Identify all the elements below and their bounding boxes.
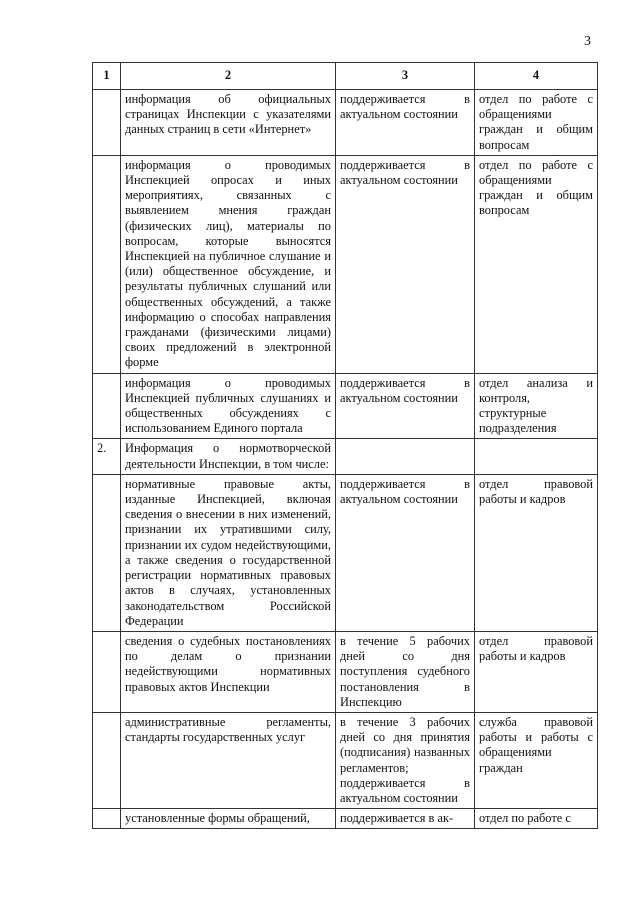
term-cell: поддерживается в актуальном состоянии <box>336 373 475 439</box>
term-cell: в течение 3 рабочих дней со дня принятия (подписания) названных регламентов; поддерживается в актуальном состоянии <box>336 712 475 808</box>
term-cell: поддерживается в актуальном состоянии <box>336 90 475 156</box>
info-cell: сведения о судебных постановлениях по делам о признании недействующими нормативных правовых актов Инспекции <box>121 631 336 712</box>
term-cell <box>336 439 475 474</box>
responsible-cell: отдел по работе с обращениями граждан и общим вопросам <box>475 155 598 373</box>
info-cell: административные регламенты, стандарты государственных услуг <box>121 712 336 808</box>
info-cell: информация об официальных страницах Инспекции с указателями данных страниц в сети «Интернет» <box>121 90 336 156</box>
table-header-row <box>93 63 598 90</box>
responsible-cell: отдел по работе с <box>475 809 598 829</box>
term-cell: поддерживается в актуальном состоянии <box>336 474 475 631</box>
info-cell: Информация о нормотворческой деятельности Инспекции, в том числе: <box>121 439 336 474</box>
responsible-cell: отдел правовой работы и кадров <box>475 474 598 631</box>
table-row <box>93 712 598 808</box>
header-col-4: 4 <box>475 63 598 90</box>
row-number <box>93 373 121 439</box>
term-cell: поддерживается в ак- <box>336 809 475 829</box>
table-row <box>93 631 598 712</box>
row-number <box>93 474 121 631</box>
header-col-2: 2 <box>121 63 336 90</box>
row-number <box>93 631 121 712</box>
table-row <box>93 474 598 631</box>
document-table <box>92 62 598 829</box>
responsible-cell: служба правовой работы и работы с обращениями граждан <box>475 712 598 808</box>
responsible-cell: отдел правовой работы и кадров <box>475 631 598 712</box>
responsible-cell <box>475 439 598 474</box>
term-cell: в течение 5 рабочих дней со дня поступления судебного постановления в Инспекцию <box>336 631 475 712</box>
table-row <box>93 439 598 474</box>
info-cell: информация о проводимых Инспекцией опросах и иных мероприятиях, связанных с выявлением мнения граждан (физических лиц), материалы по вопросам, которые выносятся Инспекцией на публичное слушание и (или) общественное обсуждение, и результаты публичных слушаний или общественных обсуждений, а также информацию о способах направления гражданами (физическими лицами) своих предложений в электронной форме <box>121 155 336 373</box>
info-cell: нормативные правовые акты, изданные Инспекцией, включая сведения о внесении в них изменений, признании их утратившими силу, признании их судом недействующими, а также сведения о государственной регистрации нормативных правовых актов в случаях, установленных законодательством Российской Федерации <box>121 474 336 631</box>
row-number <box>93 90 121 156</box>
header-col-3: 3 <box>336 63 475 90</box>
responsible-cell: отдел по работе с обращениями граждан и общим вопросам <box>475 90 598 156</box>
header-col-1: 1 <box>93 63 121 90</box>
info-cell: информация о проводимых Инспекцией публичных слушаниях и общественных обсуждениях с использованием Единого портала <box>121 373 336 439</box>
term-cell: поддерживается в актуальном состоянии <box>336 155 475 373</box>
info-cell: установленные формы обращений, <box>121 809 336 829</box>
table-row <box>93 155 598 373</box>
row-number <box>93 809 121 829</box>
row-number <box>93 155 121 373</box>
table-row <box>93 90 598 156</box>
page-number: 3 <box>584 34 591 49</box>
row-number: 2. <box>93 439 121 474</box>
responsible-cell: отдел анализа и контроля, структурные подразделения <box>475 373 598 439</box>
table-row <box>93 809 598 829</box>
row-number <box>93 712 121 808</box>
table-row <box>93 373 598 439</box>
